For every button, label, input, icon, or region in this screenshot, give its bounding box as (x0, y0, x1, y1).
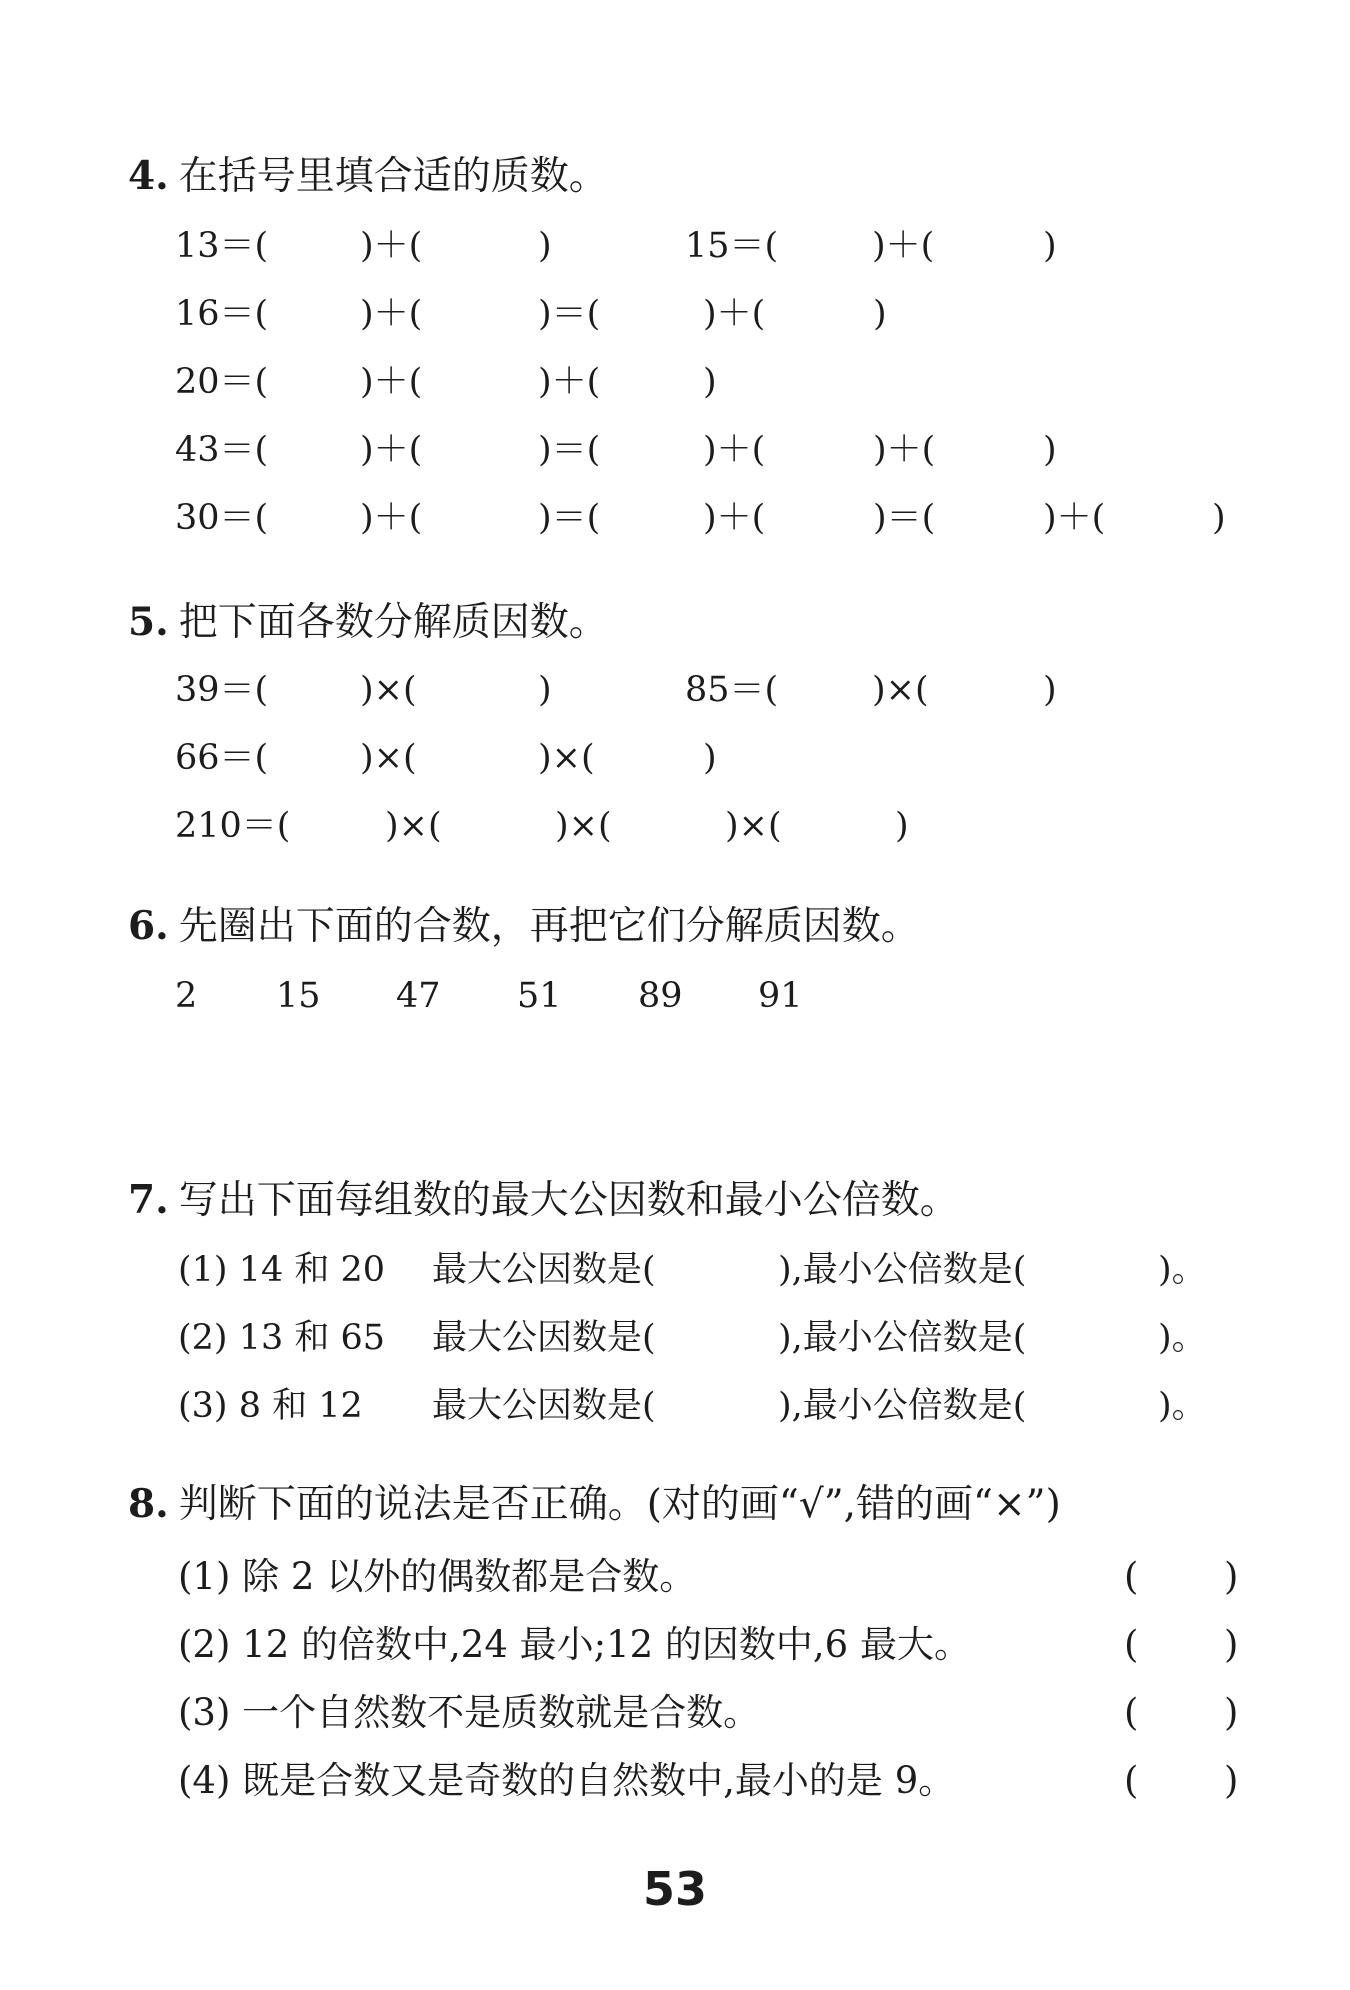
q7-title-text: 写出下面每组数的最大公因数和最小公倍数。 (178, 1178, 959, 1223)
q8-answer-close-paren: ) (1224, 1623, 1239, 1666)
q4-l4-part: ) (1043, 430, 1057, 470)
q5-title-text: 把下面各数分解质因数。 (178, 600, 608, 645)
q7-number: 7. (128, 1177, 169, 1223)
q5-line-1 (0, 666, 1350, 714)
q4-l3-part: )＋( (538, 362, 601, 402)
q7-item-end: )。 (1158, 1318, 1207, 1358)
q7-gcd-label: 最大公因数是( (432, 1386, 656, 1426)
q8-statement-4: (4) 既是合数又是奇数的自然数中,最小的是 9。 (178, 1759, 956, 1802)
q4-l4-part: 43＝( (175, 430, 269, 470)
q8-answer-open-paren: ( (1124, 1759, 1139, 1802)
q4-l4-part: )＝( (538, 430, 601, 470)
q4-line-2 (0, 290, 1350, 338)
q4-l5-part: )＝( (538, 498, 601, 538)
q4-l1-part: ) (1043, 226, 1057, 266)
q4-l2-part: )＋( (703, 294, 766, 334)
q5-l2-part: )×( (360, 738, 417, 778)
q4-l1-part: )＋( (360, 226, 423, 266)
q4-l1-part: ) (538, 226, 552, 266)
q8-title-text: 判断下面的说法是否正确。(对的画“√”,错的画“×”) (178, 1482, 1061, 1527)
q7-lcm-label: ),最小公倍数是( (778, 1386, 1027, 1426)
q8-answer-open-paren: ( (1124, 1623, 1139, 1666)
q6-number: 6. (128, 903, 169, 949)
q4-l5-part: )＋( (1043, 498, 1106, 538)
q7-item-label: (2) 13 和 65 (178, 1318, 386, 1358)
q4-line-3 (0, 358, 1350, 406)
q7-item-end: )。 (1158, 1386, 1207, 1426)
q4-l4-part: )＋( (703, 430, 766, 470)
q5-l2-part: ) (703, 738, 717, 778)
q7-item-2 (0, 1314, 1350, 1362)
q7-item-label: (1) 14 和 20 (178, 1250, 386, 1290)
q5-l3-part: )×( (725, 806, 782, 846)
q4-l3-part: 20＝( (175, 362, 269, 402)
q7-item-label: (3) 8 和 12 (178, 1386, 363, 1426)
q8-statement-3: (3) 一个自然数不是质数就是合数。 (178, 1691, 761, 1734)
q7-title (128, 1176, 959, 1225)
q8-answer-close-paren: ) (1224, 1555, 1239, 1598)
q6-title (128, 902, 920, 951)
q4-l2-part: )＋( (360, 294, 423, 334)
q7-lcm-label: ),最小公倍数是( (778, 1250, 1027, 1290)
q8-statement-1: (1) 除 2 以外的偶数都是合数。 (178, 1555, 697, 1598)
q5-l3-part: )×( (555, 806, 612, 846)
q8-answer-open-paren: ( (1124, 1555, 1139, 1598)
q4-l1-part: 15＝( (685, 226, 779, 266)
q4-l1-part: 13＝( (175, 226, 269, 266)
q4-l5-part: )＋( (703, 498, 766, 538)
q4-line-1 (0, 222, 1350, 270)
q6-number-item: 15 (276, 976, 321, 1016)
q5-line-2 (0, 734, 1350, 782)
q6-title-text: 先圈出下面的合数，再把它们分解质因数。 (178, 904, 920, 949)
q7-item-end: )。 (1158, 1250, 1207, 1290)
q8-title (128, 1480, 1061, 1529)
q5-l3-part: ) (895, 806, 909, 846)
q4-line-4 (0, 426, 1350, 474)
q7-lcm-label: ),最小公倍数是( (778, 1318, 1027, 1358)
q4-title (128, 152, 608, 201)
q7-gcd-label: 最大公因数是( (432, 1250, 656, 1290)
q4-l5-part: )＝( (873, 498, 936, 538)
q8-answer-close-paren: ) (1224, 1759, 1239, 1802)
q4-l5-part: 30＝( (175, 498, 269, 538)
q6-number-item: 2 (175, 976, 198, 1016)
q4-number: 4. (128, 153, 169, 199)
q4-l2-part: 16＝( (175, 294, 269, 334)
q5-l2-part: 66＝( (175, 738, 269, 778)
q4-l2-part: ) (873, 294, 887, 334)
q5-l1-part: )×( (872, 670, 929, 710)
q5-l1-part: 85＝( (685, 670, 779, 710)
q5-l1-part: ) (538, 670, 552, 710)
q5-l3-part: 210＝( (175, 806, 291, 846)
q5-l1-part: 39＝( (175, 670, 269, 710)
q8-answer-close-paren: ) (1224, 1691, 1239, 1734)
q8-statement-2: (2) 12 的倍数中,24 最小;12 的因数中,6 最大。 (178, 1623, 971, 1666)
q4-l5-part: ) (1212, 498, 1226, 538)
q6-number-item: 47 (396, 976, 441, 1016)
q4-line-5 (0, 494, 1350, 542)
q5-l2-part: )×( (538, 738, 595, 778)
q7-item-3 (0, 1382, 1350, 1430)
q6-number-item: 89 (638, 976, 683, 1016)
q6-number-item: 51 (517, 976, 562, 1016)
q5-number: 5. (128, 599, 169, 645)
q8-number: 8. (128, 1481, 169, 1527)
q7-gcd-label: 最大公因数是( (432, 1318, 656, 1358)
q5-l1-part: ) (1043, 670, 1057, 710)
q4-l4-part: )＋( (873, 430, 936, 470)
q4-l4-part: )＋( (360, 430, 423, 470)
q4-l3-part: )＋( (360, 362, 423, 402)
q5-line-3 (0, 802, 1350, 850)
q4-l1-part: )＋( (872, 226, 935, 266)
q4-title-text: 在括号里填合适的质数。 (178, 154, 608, 199)
q7-item-1 (0, 1246, 1350, 1294)
q6-number-item: 91 (758, 976, 803, 1016)
q4-l3-part: ) (703, 362, 717, 402)
q4-l5-part: )＋( (360, 498, 423, 538)
q4-l2-part: )＝( (538, 294, 601, 334)
page-number: 53 (642, 1862, 707, 1916)
q6-number-list (0, 972, 1350, 1020)
q8-answer-open-paren: ( (1124, 1691, 1139, 1734)
q5-l1-part: )×( (360, 670, 417, 710)
q5-title (128, 598, 608, 647)
q5-l3-part: )×( (385, 806, 442, 846)
